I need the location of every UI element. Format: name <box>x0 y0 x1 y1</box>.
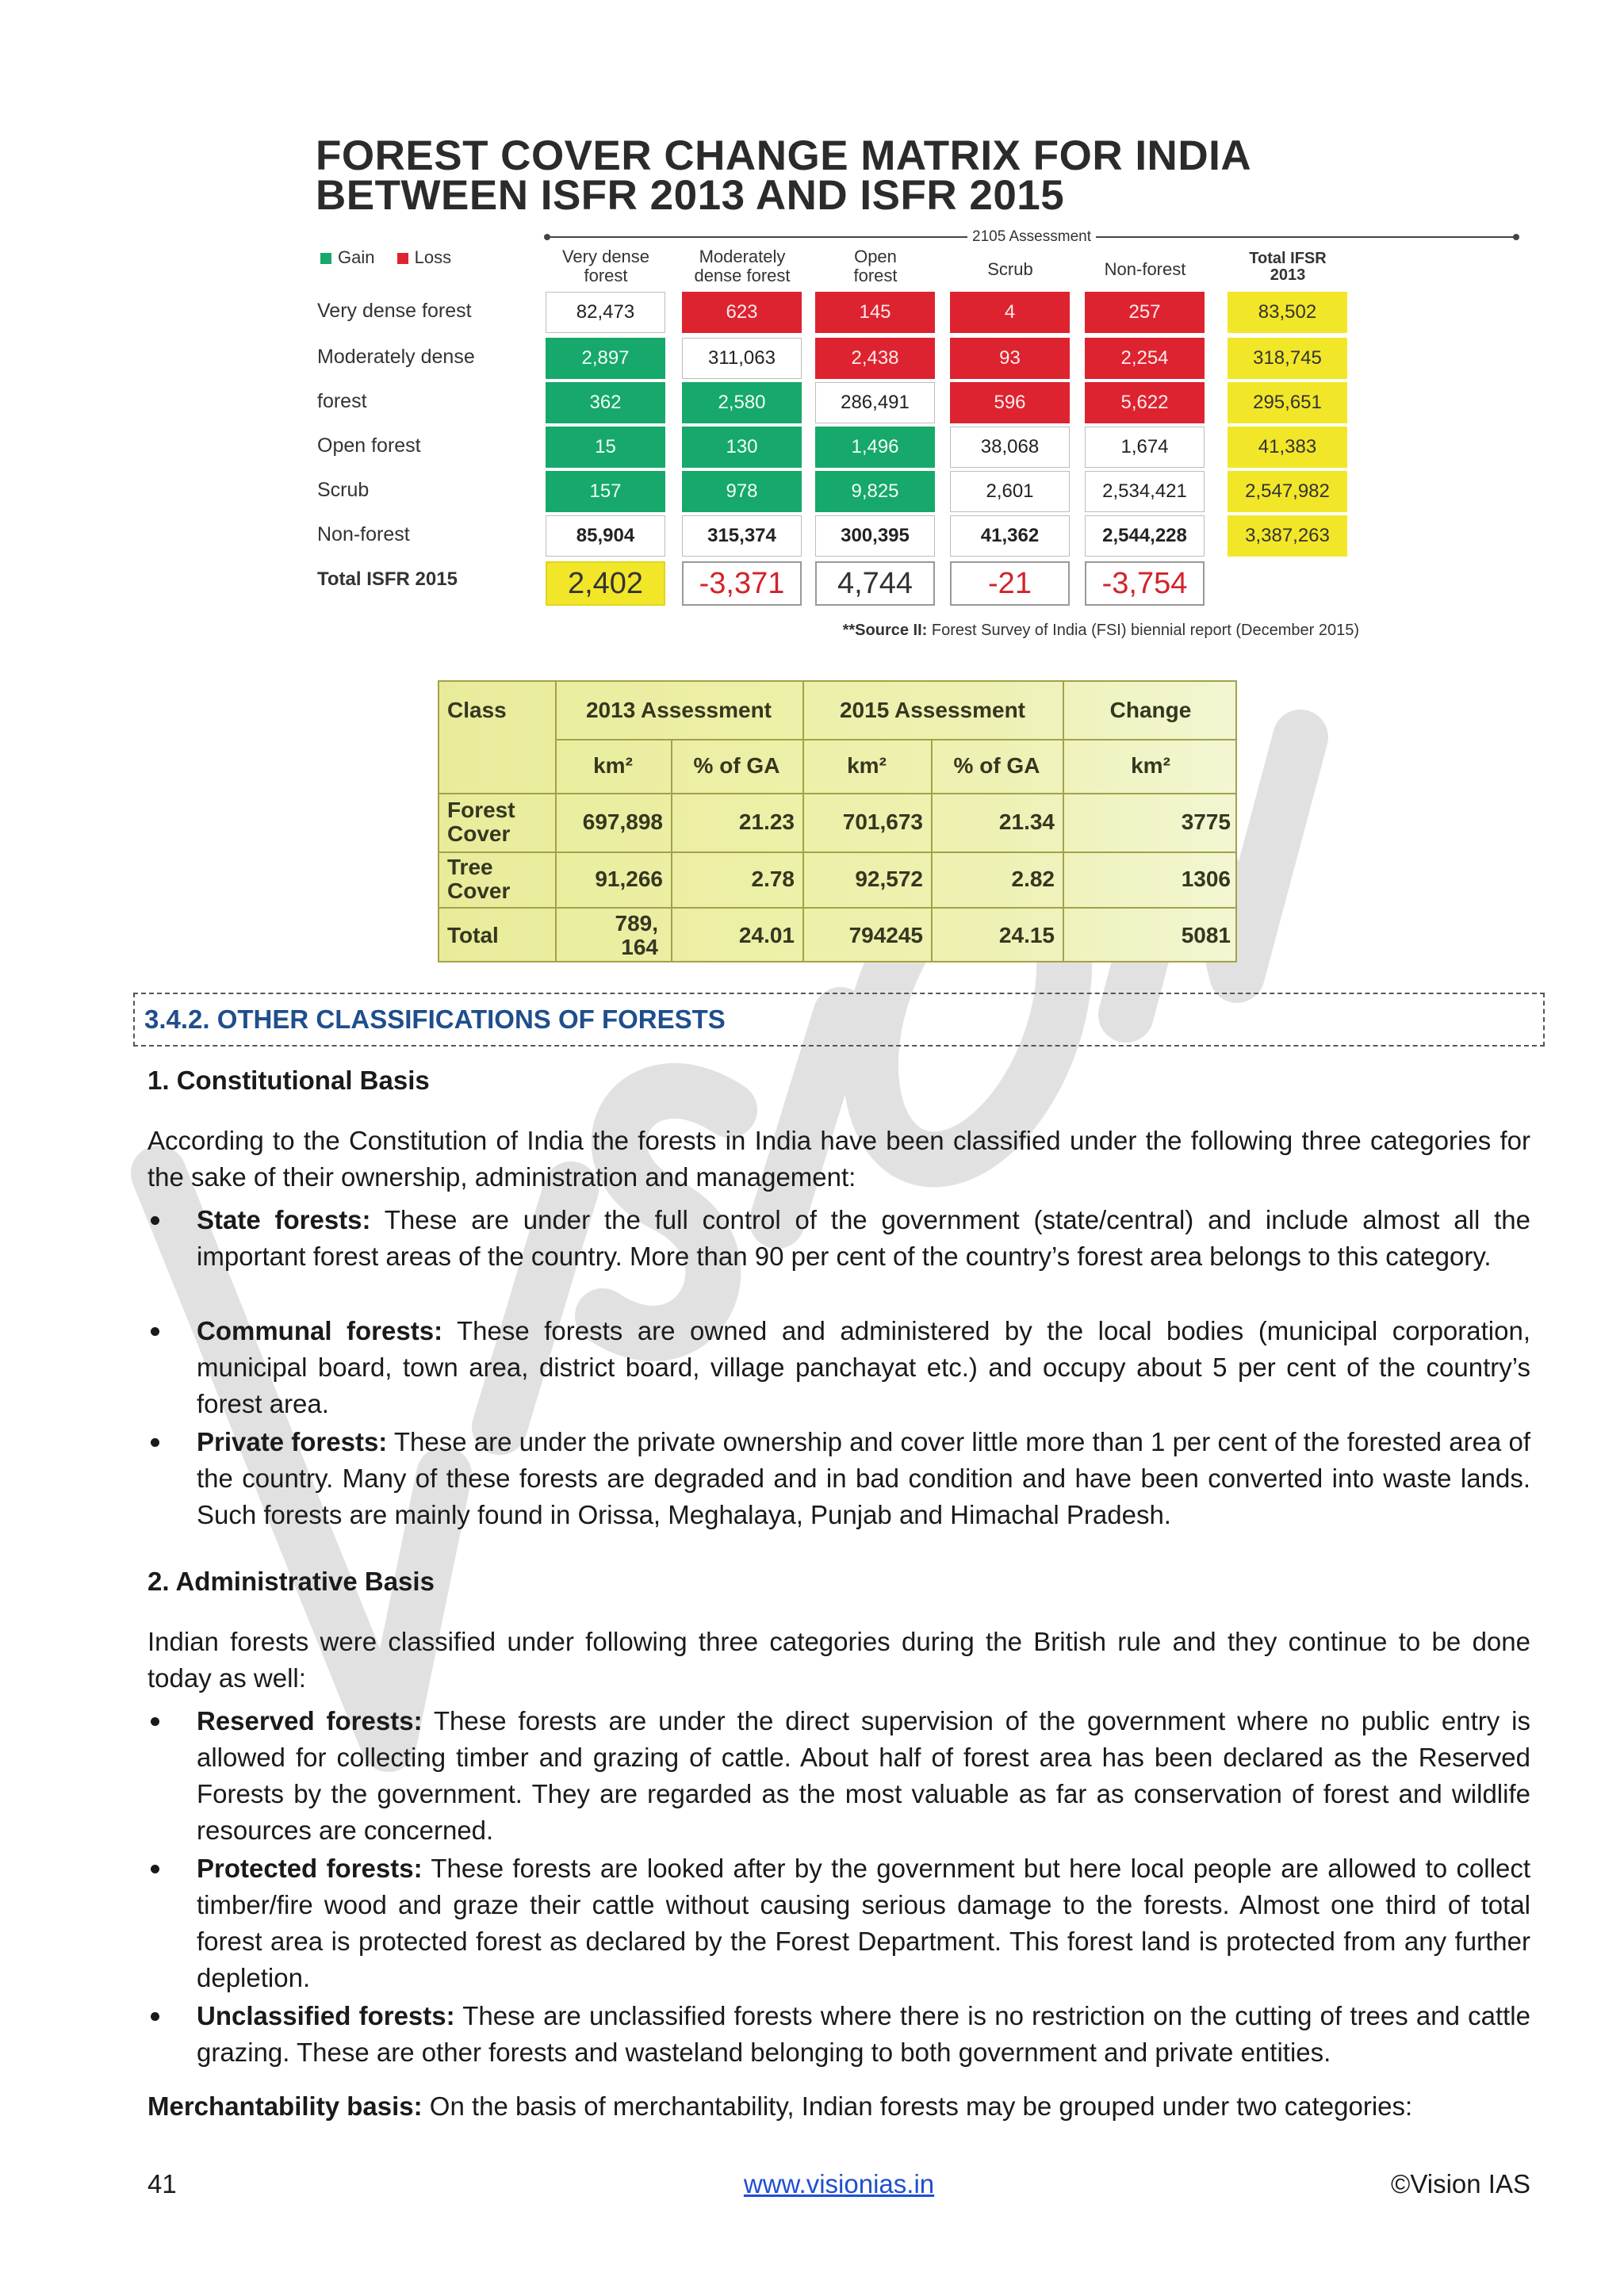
matrix-column-header: Scrub <box>987 259 1033 279</box>
matrix-title-line-1: FOREST COVER CHANGE MATRIX FOR INDIA <box>316 132 1252 179</box>
legend-gain: Gain <box>320 247 374 267</box>
assessment-cell: 91,266 <box>595 867 663 891</box>
matrix-cell: 157 <box>546 471 665 512</box>
administrative-basis-heading: 2. Administrative Basis <box>147 1567 435 1596</box>
assessment-row-label: Forest Cover <box>447 798 515 846</box>
header-change: Change <box>1109 698 1192 722</box>
header-pct-2013: % of GA <box>693 753 780 778</box>
matrix-cell: 311,063 <box>682 338 802 379</box>
assessment-row-label: Tree Cover <box>447 855 511 903</box>
assessment-cell: 701,673 <box>842 809 923 834</box>
header-km2-2015: km² <box>847 753 887 778</box>
assessment-cell: 5081 <box>1181 923 1231 947</box>
matrix-cell: 2,580 <box>682 382 802 423</box>
bullet-item: Unclassified forests: These are unclassified forests where there is no restriction on the cutting of trees and cattle grazing. These are other forests and wasteland belonging to both government and private entities. <box>147 1998 1530 2071</box>
matrix-cell: 1,674 <box>1085 427 1205 468</box>
matrix-cell: 2,534,421 <box>1085 471 1205 512</box>
header-2015-assessment: 2015 Assessment <box>839 698 1025 722</box>
assessment-label: 2105 Assessment <box>967 228 1096 246</box>
matrix-cell: 2,438 <box>815 338 935 379</box>
matrix-row-label: Moderately dense <box>317 346 475 368</box>
header-class: Class <box>447 698 507 722</box>
matrix-cell: 2,547,982 <box>1228 471 1347 512</box>
page-number: 41 <box>147 2169 177 2198</box>
header-pct-2015: % of GA <box>953 753 1040 778</box>
matrix-cell: 4 <box>950 292 1070 333</box>
bullet-icon <box>151 1216 159 1225</box>
matrix-total-cell: -3,754 <box>1085 561 1205 606</box>
matrix-cell: 286,491 <box>815 382 935 423</box>
bullet-icon <box>151 1438 159 1447</box>
matrix-cell: 83,502 <box>1228 292 1347 333</box>
assessment-cell: 794245 <box>848 923 923 947</box>
matrix-cell: 596 <box>950 382 1070 423</box>
matrix-cell: 295,651 <box>1228 382 1347 423</box>
matrix-cell: 15 <box>546 427 665 468</box>
bullet-icon <box>151 2012 159 2021</box>
bullet-item: Communal forests: These forests are owned and administered by the local bodies (municipal corporation, municipal board, town area, district board, village panchayat etc.) and occupy about 5 per cent of the country’s forest area. <box>147 1313 1530 1422</box>
matrix-legend <box>320 247 469 268</box>
matrix-total-cell: 4,744 <box>815 561 935 606</box>
assessment-cell: 24.15 <box>998 923 1055 947</box>
assessment-cell: 1306 <box>1181 867 1231 891</box>
matrix-cell: 257 <box>1085 292 1205 333</box>
assessment-cell: 21.23 <box>738 809 795 834</box>
matrix-cell: 9,825 <box>815 471 935 512</box>
matrix-column-header: Total IFSR 2013 <box>1249 250 1327 284</box>
matrix-cell: 2,254 <box>1085 338 1205 379</box>
matrix-cell: 41,383 <box>1228 427 1347 468</box>
bullet-item: Reserved forests: These forests are under the direct supervision of the government where no public entry is allowed for collecting timber and grazing of cattle. About half of forest area has been declared as the Reserved Forests by the government. They are regarded as the most valuable as far as conservation of forest and wildlife resources are concerned. <box>147 1703 1530 1849</box>
section-heading: 3.4.2. OTHER CLASSIFICATIONS OF FORESTS <box>144 1004 726 1034</box>
merchantability-paragraph: Merchantability basis: On the basis of merchantability, Indian forests may be grouped under two categories: <box>147 2091 1413 2121</box>
constitutional-basis-intro: According to the Constitution of India the forests in India have been classified under the following three categories for the sake of their ownership, administration and management: <box>147 1126 1530 1192</box>
matrix-title <box>316 132 1362 219</box>
loss-swatch <box>397 253 408 264</box>
bullet-icon <box>151 1865 159 1873</box>
assessment-cell: 21.34 <box>998 809 1055 834</box>
header-km2-2013: km² <box>593 753 633 778</box>
forest-cover-change-matrix-figure <box>316 132 1362 652</box>
legend-loss: Loss <box>397 247 451 267</box>
matrix-cell: 623 <box>682 292 802 333</box>
assessment-span-line <box>547 228 1516 244</box>
matrix-cell: 82,473 <box>546 292 665 333</box>
website-link[interactable]: www.visionias.in <box>743 2169 935 2198</box>
matrix-total-cell: 2,402 <box>546 561 665 606</box>
matrix-cell: 315,374 <box>682 515 802 557</box>
matrix-cell: 5,622 <box>1085 382 1205 423</box>
assessment-cell: 92,572 <box>855 867 923 891</box>
assessment-cell: 697,898 <box>582 809 663 834</box>
gain-swatch <box>320 253 331 264</box>
assessment-cell: 2.78 <box>751 867 795 891</box>
matrix-row-label: Non-forest <box>317 523 410 545</box>
matrix-column-header: Moderately dense forest <box>694 247 791 285</box>
bullet-item: Protected forests: These forests are looked after by the government but here local people are allowed to collect timber/fire wood and graze their cattle without causing serious damage to the forests. Almost one third of total forest area is protected forest as declared by the Forest Department. This forest land is protected from any further depletion. <box>147 1850 1530 1996</box>
matrix-cell: 2,544,228 <box>1085 515 1205 557</box>
assessment-cell: 24.01 <box>738 923 795 947</box>
matrix-cell: 300,395 <box>815 515 935 557</box>
constitutional-basis-heading: 1. Constitutional Basis <box>147 1066 430 1095</box>
matrix-cell: 318,745 <box>1228 338 1347 379</box>
matrix-cell: 2,601 <box>950 471 1070 512</box>
matrix-cell: 41,362 <box>950 515 1070 557</box>
assessment-comparison-table <box>438 680 1237 962</box>
matrix-total-row-label: Total ISFR 2015 <box>317 568 458 590</box>
header-2013-assessment: 2013 Assessment <box>585 698 772 722</box>
assessment-cell: 2.82 <box>1011 867 1055 891</box>
matrix-total-cell: -3,371 <box>682 561 802 606</box>
matrix-row-label: forest <box>317 390 367 412</box>
matrix-cell: 978 <box>682 471 802 512</box>
assessment-cell: 789, 164 <box>615 911 658 959</box>
matrix-row-label: Very dense forest <box>317 300 472 322</box>
matrix-cell: 130 <box>682 427 802 468</box>
matrix-row-label: Open forest <box>317 434 421 457</box>
matrix-cell: 85,904 <box>546 515 665 557</box>
matrix-cell: 362 <box>546 382 665 423</box>
matrix-cell: 2,897 <box>546 338 665 379</box>
page-footer <box>147 2169 1530 2204</box>
matrix-total-cell: -21 <box>950 561 1070 606</box>
matrix-source: **Source II: Forest Survey of India (FSI) biennial report (December 2015) <box>842 622 1359 639</box>
bullet-item: State forests: These are under the full control of the government (state/central) and include almost all the important forest areas of the country. More than 90 per cent of the country’s forest area belongs to this category. <box>147 1202 1530 1275</box>
assessment-cell: 3775 <box>1181 809 1231 834</box>
copyright: ©Vision IAS <box>1391 2169 1530 2198</box>
matrix-title-line-2: BETWEEN ISFR 2013 AND ISFR 2015 <box>316 172 1065 219</box>
header-km2-change: km² <box>1131 753 1170 778</box>
matrix-column-header: Non-forest <box>1104 259 1186 279</box>
matrix-column-header: Open forest <box>853 247 898 285</box>
matrix-cell: 145 <box>815 292 935 333</box>
bullet-icon <box>151 1717 159 1726</box>
bullet-icon <box>151 1327 159 1336</box>
matrix-cell: 93 <box>950 338 1070 379</box>
matrix-cell: 3,387,263 <box>1228 515 1347 557</box>
matrix-row-label: Scrub <box>317 479 370 501</box>
matrix-cell: 38,068 <box>950 427 1070 468</box>
administrative-basis-intro: Indian forests were classified under following three categories during the British rule and they continue to be done today as well: <box>147 1627 1530 1693</box>
matrix-column-header: Very dense forest <box>561 247 650 285</box>
bullet-item: Private forests: These are under the private ownership and cover little more than 1 per cent of the forested area of the country. Many of these forests are degraded and in bad condition and have been converted into waste lands. Such forests are mainly found in Orissa, Meghalaya, Punjab and Himachal Pradesh. <box>147 1424 1530 1533</box>
assessment-row-label: Total <box>447 923 499 947</box>
matrix-cell: 1,496 <box>815 427 935 468</box>
section-heading-box <box>133 993 1545 1047</box>
